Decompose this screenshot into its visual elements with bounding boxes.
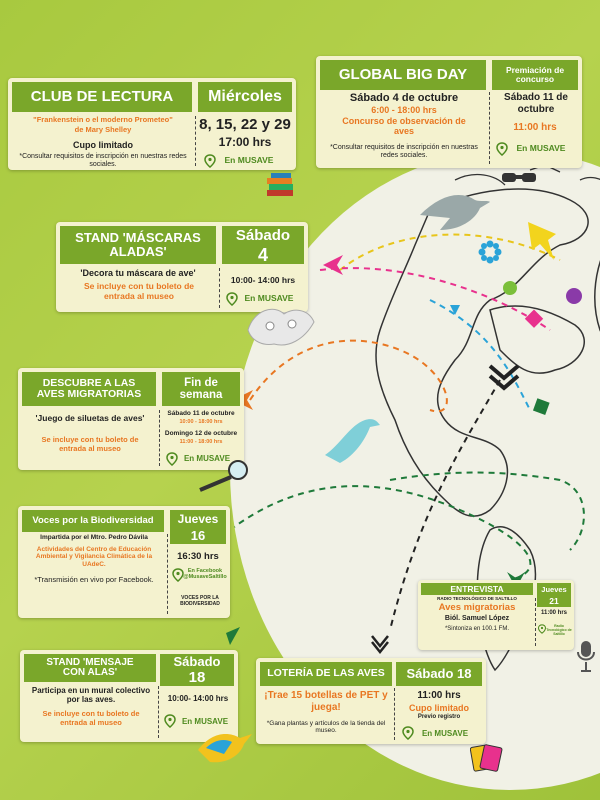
club-dates: 8, 15, 22 y 29 <box>199 116 291 133</box>
voces-daynum: 16 <box>170 528 226 544</box>
stand1-daynum: 4 <box>222 246 304 264</box>
descubre-title: DESCUBRE A LAS AVES MIGRATORIAS <box>22 372 156 406</box>
stand1-day: Sábado <box>222 226 304 246</box>
stand2-day: Sábado <box>160 654 234 670</box>
loteria-desc: ¡Trae 15 botellas de PET y juega! <box>264 690 388 713</box>
entrevista-tune: *Sintoniza en 100.1 FM. <box>444 626 510 632</box>
entrevista-venue: Radio Tecnológico de Saltillo <box>546 624 572 637</box>
descubre-day: Fin de semana <box>162 372 240 406</box>
stand1-desc: 'Decora tu máscara de ave' <box>80 268 196 278</box>
magnifier-icon <box>196 458 252 492</box>
flower-icon <box>478 240 502 264</box>
club-venue: En MUSAVE <box>224 155 274 165</box>
voces-logo: VOCES POR LA BIODIVERSIDAD <box>180 595 220 607</box>
voces-by: Impartida por el Mtro. Pedro Dávila <box>40 534 148 541</box>
card-global-big-day <box>316 56 582 168</box>
colorful-bird-icon <box>196 724 254 766</box>
bigday-award-date: Sábado 11 de octubre <box>504 92 568 115</box>
voces-time: 16:30 hrs <box>177 551 219 562</box>
club-note: Cupo limitado <box>73 140 133 150</box>
divider <box>167 534 168 614</box>
stand1-venue: En MUSAVE <box>244 293 294 303</box>
stand1-note: Se incluye con tu boleto de entrada al museo <box>83 281 195 301</box>
club-title: CLUB DE LECTURA <box>12 82 192 112</box>
stand1-time: 10:00- 14:00 hrs <box>230 275 296 285</box>
club-author: de Mary Shelley <box>74 125 132 134</box>
club-book: "Frankenstein o el moderno Prometeo" <box>33 115 173 124</box>
entrevista-time: 11:00 hrs <box>540 610 568 616</box>
books-icon <box>265 172 295 198</box>
voces-title: Voces por la Biodiversidad <box>22 510 164 532</box>
pink-arrow-icon <box>323 255 345 275</box>
card-loteria-aves <box>256 658 486 744</box>
loteria-venue: En MUSAVE <box>421 729 469 738</box>
chevron-arrow-icon <box>486 360 520 394</box>
loteria-reg: Previo registro <box>417 714 461 720</box>
entrevista-day: Jueves <box>537 583 571 596</box>
stand2-title: STAND 'MENSAJE CON ALAS' <box>24 654 156 682</box>
arrow-down-icon <box>368 630 392 654</box>
voces-day: Jueves <box>170 510 226 528</box>
entrevista-station: RADIO TECNOLÓGICO DE SALTILLO <box>437 596 517 601</box>
card-club-lectura <box>8 78 296 170</box>
entrevista-daynum: 21 <box>537 596 571 607</box>
entrevista-title: ENTREVISTA <box>421 583 533 595</box>
bigday-req: *Consultar requisitos de inscripción en nuestras redes sociales. <box>330 144 478 160</box>
card-descubre-aves <box>18 368 244 470</box>
bird-mask-icon <box>244 300 318 352</box>
green-arrow-icon <box>220 625 244 649</box>
club-req: *Consultar requisitos de inscripción en nuestras redes sociales. <box>19 153 187 169</box>
loteria-cupo: Cupo limitado <box>409 703 469 713</box>
bigday-venue: En MUSAVE <box>516 143 566 153</box>
descubre-desc: 'Juego de siluetas de aves' <box>35 413 145 423</box>
divider <box>159 410 160 466</box>
voces-tx: *Transmisión en vivo por Facebook. <box>34 575 154 584</box>
divider <box>219 268 220 308</box>
entrevista-topic: Aves migratorias <box>438 602 516 613</box>
loteria-note: *Gana plantas y artículos de la tienda del museo. <box>266 720 386 735</box>
stand2-note: Se incluye con tu boleto de entrada al museo <box>42 709 140 727</box>
divider <box>195 116 196 166</box>
bird-silhouette-icon <box>320 415 380 465</box>
divider <box>535 598 536 646</box>
stand2-daynum: 18 <box>160 670 234 686</box>
bigday-time: 6:00 - 18:00 hrs <box>371 105 437 115</box>
club-day: Miércoles <box>198 82 292 112</box>
bigday-award-label: Premiación de concurso <box>492 60 578 90</box>
descubre-sat: Sábado 11 de octubre <box>167 410 235 417</box>
bigday-award-time: 11:00 hrs <box>513 122 557 133</box>
voces-venue: En Facebook @MusaveSaltillo <box>183 568 227 581</box>
loteria-title: LOTERÍA DE LAS AVES <box>260 662 392 686</box>
card-entrevista <box>418 580 574 650</box>
divider <box>489 92 490 164</box>
stand2-desc: Participa en un mural colectivo por las aves. <box>31 686 151 705</box>
divider <box>394 688 395 740</box>
voces-org: Actividades del Centro de Educación Ambiental y Vigilancia Climática de la UAdeC. <box>35 546 153 568</box>
loteria-day: Sábado 18 <box>396 662 482 686</box>
club-time: 17:00 hrs <box>218 135 272 149</box>
bird-silhouette-icon <box>420 190 490 235</box>
card-voces-biodiversidad <box>18 506 230 618</box>
stand1-title: STAND 'MÁSCARAS ALADAS' <box>60 226 216 264</box>
descubre-venue: En MUSAVE <box>183 454 231 463</box>
divider <box>158 686 159 738</box>
bigday-title: GLOBAL BIG DAY <box>320 60 486 90</box>
microphone-icon <box>576 640 596 674</box>
descubre-sun: Domingo 12 de octubre <box>164 430 238 437</box>
loteria-time: 11:00 hrs <box>417 690 461 701</box>
stand2-venue: En MUSAVE <box>181 717 229 726</box>
loteria-cards-icon <box>470 742 504 776</box>
bigday-desc: Concurso de observación de aves <box>342 116 466 137</box>
bigday-date: Sábado 4 de octubre <box>349 92 459 104</box>
descubre-note: Se incluye con tu boleto de entrada al museo <box>41 435 139 453</box>
yellow-arrow-icon <box>528 222 558 262</box>
stand2-time: 10:00- 14:00 hrs <box>167 694 229 703</box>
descubre-sat-time: 10:00 - 18:00 hrs <box>179 419 223 425</box>
binoculars-icon <box>500 170 540 184</box>
entrevista-guest: Biól. Samuel López <box>444 615 510 622</box>
descubre-sun-time: 11:00 - 18:00 hrs <box>179 439 223 445</box>
card-stand-mascaras <box>56 222 308 312</box>
